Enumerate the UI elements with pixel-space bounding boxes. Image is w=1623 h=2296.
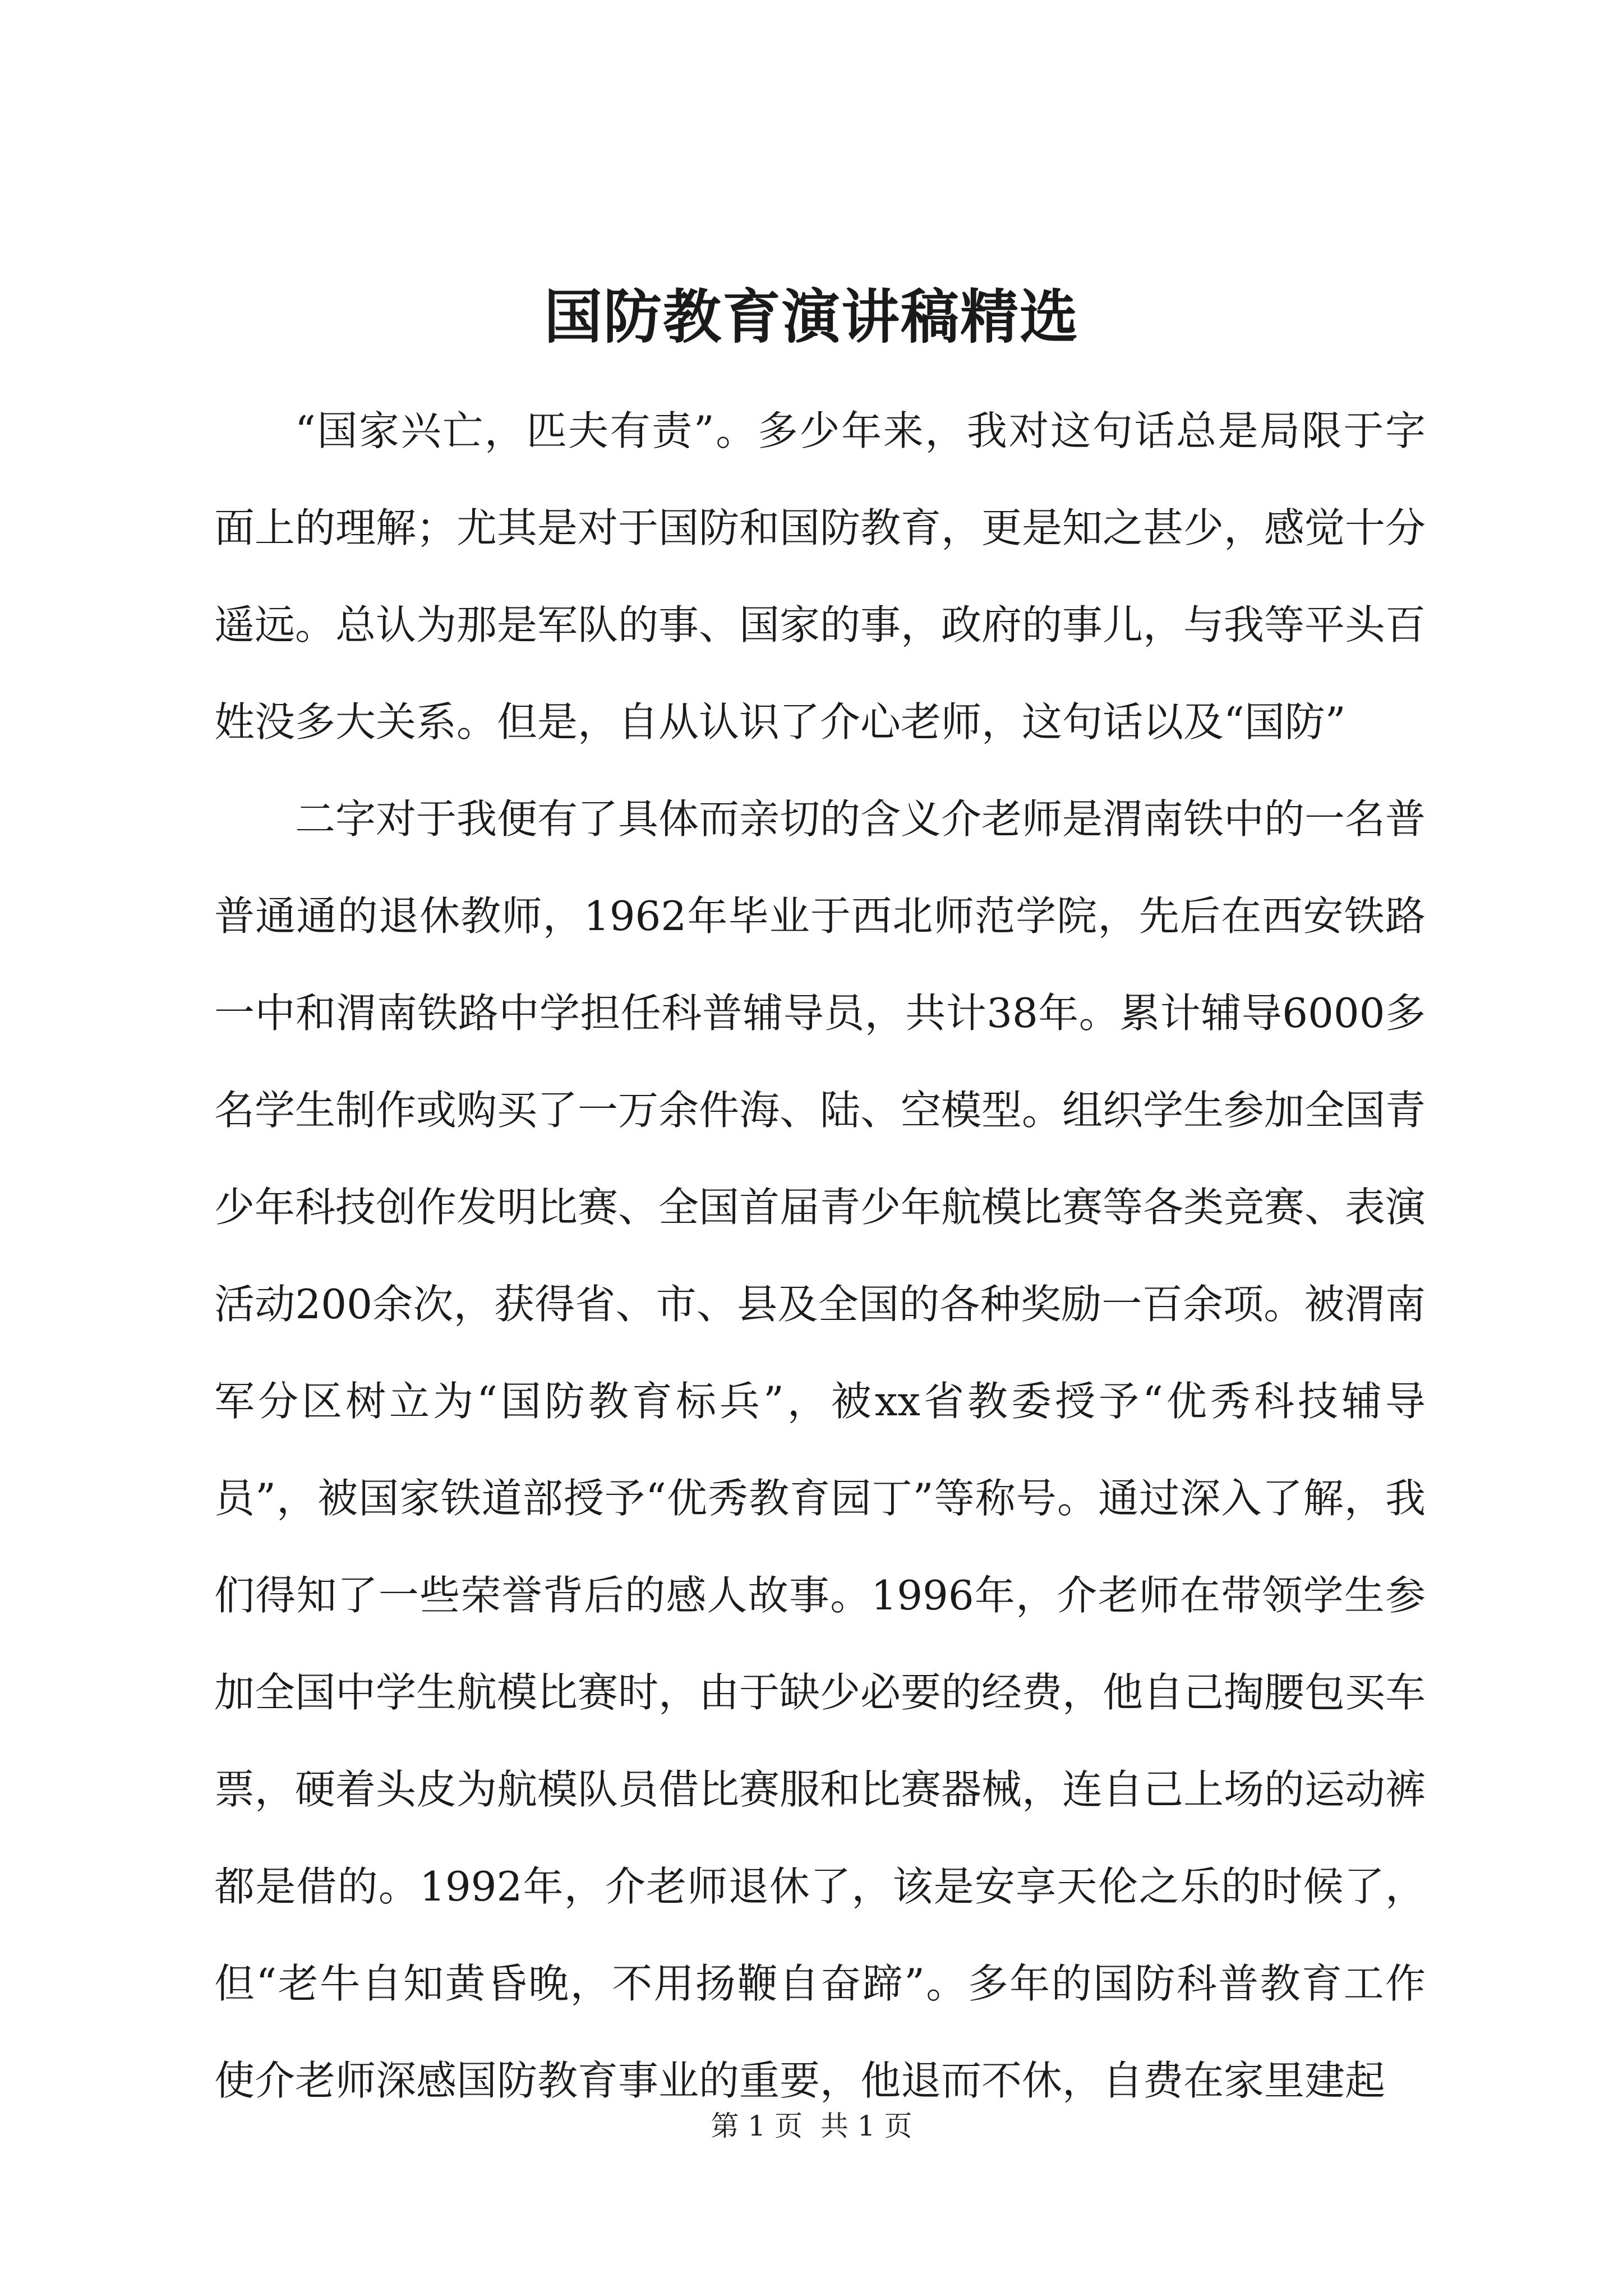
paragraph-1: “国家兴亡，匹夫有责”。多少年来，我对这句话总是局限于字面上的理解；尤其是对于国防和国防教育，更是知之甚少，感觉十分遥远。总认为那是军队的事、国家的事，政府的事儿，与我等平头百姓没多大关系。但是，自从认识了介心老师，这句话以及“国防” — [214, 407, 1426, 746]
paragraph-2: 二字对于我便有了具体而亲切的含义介老师是渭南铁中的一名普普通通的退休教师，1962年毕业于西北师范学院，先后在西安铁路一中和渭南铁路中学担任科普辅导员，共计38年。累计辅导6000多名学生制作或购买了一万余件海、陆、空模型。组织学生参加全国青少年科技创作发明比赛、全国首届青少年航模比赛等各类竞赛、表演活动200余次，获得省、市、县及全国的各种奖励一百余项。被渭南军分区树立为“国防教育标兵”，被xx省教委授予“优秀科技辅导员”，被国家铁道部授予“优秀教育园丁”等称号。通过深入了解，我们得知了一些荣誉背后的感人故事。1996年，介老师在带领学生参加全国中学生航模比赛时，由于缺少必要的经费，他自己掏腰包买车票，硬着头皮为航模队员借比赛服和比赛器械，连自己上场的运动裤都是借的。1992年，介老师退休了，该是安享天伦之乐的时候了，但“老牛自知黄昏晚，不用扬鞭自奋蹄”。多年的国防科普教育工作使介老师深感国防教育事业的重要，他退而不休，自费在家里建起 — [214, 795, 1426, 2104]
document-body — [214, 383, 1426, 2129]
page-number-label: 第 1 页 共 1 页 — [711, 2110, 912, 2142]
document-title: 国防教育演讲稿精选 — [543, 282, 1079, 351]
page-footer — [0, 2109, 1623, 2143]
